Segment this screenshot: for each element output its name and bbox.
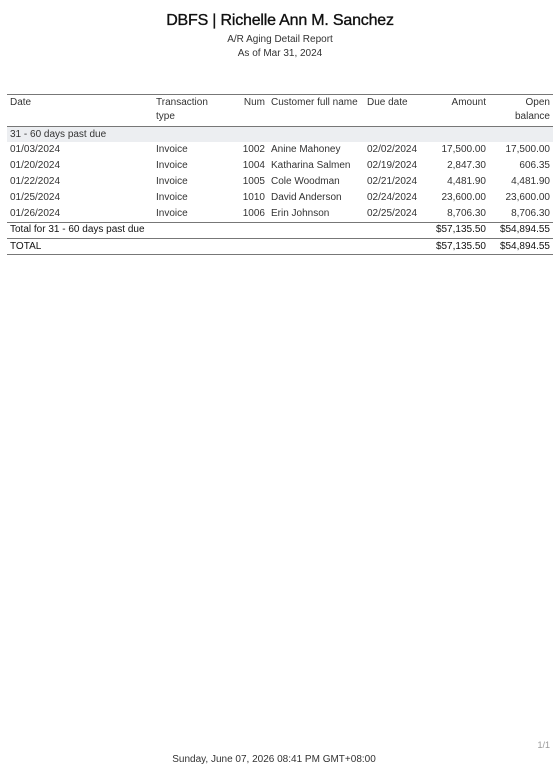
column-header-amount[interactable]: Amount: [426, 95, 489, 127]
column-header-num[interactable]: Num: [227, 95, 268, 127]
group-label: 31 - 60 days past due: [7, 127, 553, 143]
cell-due-date: 02/19/2024: [367, 160, 418, 171]
footer-timestamp: Sunday, June 07, 2026 08:41 PM GMT+08:00: [172, 754, 376, 765]
cell-customer[interactable]: Katharina Salmen: [271, 160, 351, 171]
cell-date: 01/26/2024: [10, 208, 61, 219]
cell-due-date: 02/25/2024: [367, 208, 418, 219]
cell-due-date: 02/24/2024: [367, 192, 418, 203]
aging-detail-table: [7, 94, 553, 255]
cell-num[interactable]: 1005: [242, 176, 265, 187]
group-total-label: Total for 31 - 60 days past due: [7, 223, 153, 239]
report-title: A/R Aging Detail Report: [227, 34, 333, 45]
cell-transaction-type[interactable]: Invoice: [156, 176, 188, 187]
report-header: [0, 11, 560, 61]
cell-amount: 17,500.00: [441, 144, 486, 155]
grand-total-row: [7, 239, 553, 255]
group-total-row: [7, 223, 553, 239]
cell-customer[interactable]: Erin Johnson: [271, 208, 330, 219]
page-number: 1/1: [537, 740, 550, 750]
cell-open-balance: 4,481.90: [511, 176, 550, 187]
column-header-date[interactable]: Date: [7, 95, 153, 127]
cell-transaction-type[interactable]: Invoice: [156, 208, 188, 219]
cell-num[interactable]: 1006: [242, 208, 265, 219]
column-header-open-balance[interactable]: Open balance: [489, 95, 553, 127]
report-as-of-date: As of Mar 31, 2024: [237, 48, 323, 59]
table-header-row: [7, 95, 553, 127]
cell-date: 01/20/2024: [10, 160, 61, 171]
cell-date: 01/25/2024: [10, 192, 61, 203]
group-header-row[interactable]: [7, 127, 553, 143]
cell-customer[interactable]: David Anderson: [271, 192, 342, 203]
cell-open-balance: 23,600.00: [505, 192, 550, 203]
cell-date: 01/22/2024: [10, 176, 61, 187]
group-total-open-balance: $54,894.55: [489, 223, 553, 239]
cell-transaction-type[interactable]: Invoice: [156, 192, 188, 203]
cell-open-balance: 8,706.30: [511, 208, 550, 219]
cell-due-date: 02/02/2024: [367, 144, 418, 155]
cell-amount: 4,481.90: [447, 176, 486, 187]
cell-amount: 2,847.30: [447, 160, 486, 171]
column-header-transaction-type[interactable]: Transaction type: [153, 95, 227, 127]
table-row[interactable]: [7, 158, 553, 174]
cell-customer[interactable]: Anine Mahoney: [271, 144, 341, 155]
cell-amount: 23,600.00: [441, 192, 486, 203]
cell-amount: 8,706.30: [447, 208, 486, 219]
group-total-amount: $57,135.50: [426, 223, 489, 239]
cell-num[interactable]: 1004: [242, 160, 265, 171]
table-row[interactable]: [7, 174, 553, 190]
cell-num[interactable]: 1002: [242, 144, 265, 155]
cell-date: 01/03/2024: [10, 144, 61, 155]
cell-open-balance: 606.35: [519, 160, 550, 171]
cell-due-date: 02/21/2024: [367, 176, 418, 187]
grand-total-open-balance: $54,894.55: [489, 239, 553, 255]
grand-total-label: TOTAL: [7, 239, 153, 255]
column-header-customer[interactable]: Customer full name: [268, 95, 364, 127]
cell-num[interactable]: 1010: [242, 192, 265, 203]
cell-transaction-type[interactable]: Invoice: [156, 144, 188, 155]
table-row[interactable]: [7, 190, 553, 206]
cell-transaction-type[interactable]: Invoice: [156, 160, 188, 171]
cell-open-balance: 17,500.00: [505, 144, 550, 155]
table-row[interactable]: [7, 206, 553, 223]
column-header-due-date[interactable]: Due date: [364, 95, 426, 127]
cell-customer[interactable]: Cole Woodman: [271, 176, 340, 187]
grand-total-amount: $57,135.50: [426, 239, 489, 255]
table-row[interactable]: [7, 142, 553, 158]
company-name: DBFS | Richelle Ann M. Sanchez: [166, 12, 394, 29]
